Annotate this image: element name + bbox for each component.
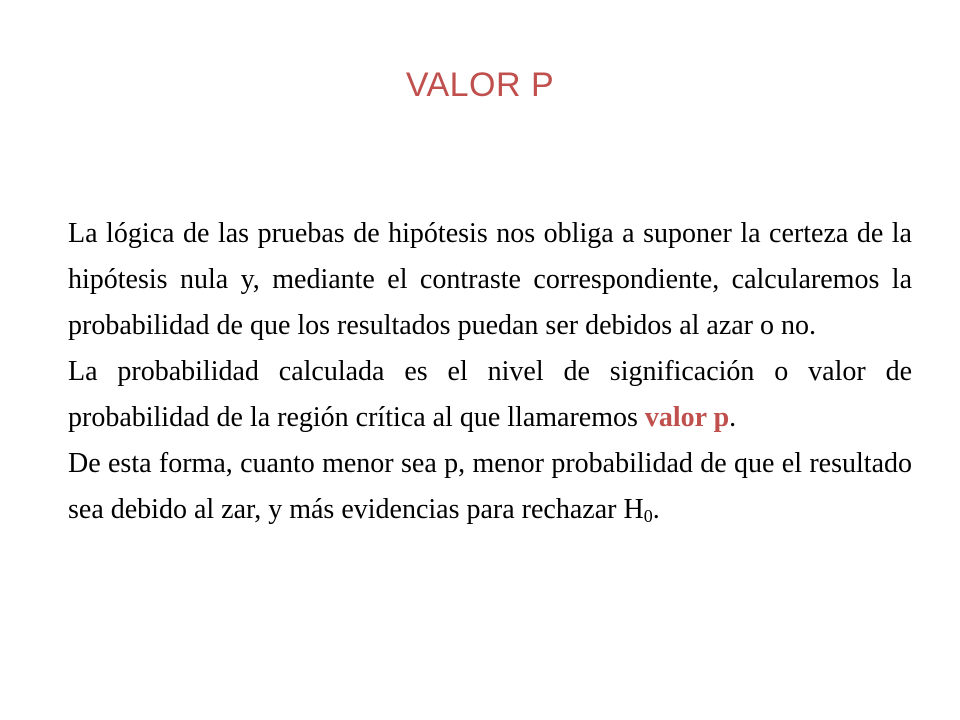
paragraph-text-end: . <box>652 494 660 525</box>
highlight-term-valor-p: valor p <box>644 402 730 433</box>
null-hypothesis-subscript: 0 <box>643 506 653 526</box>
null-hypothesis-symbol: H <box>623 494 644 525</box>
paragraph-text: La probabilidad calculada es el nivel de significación o valor de probabilidad de la región crítica al que llamaremos <box>68 356 912 433</box>
paragraph-probability-definition <box>68 349 912 441</box>
slide-title: VALOR P <box>405 66 555 104</box>
paragraph-text: De esta forma, cuanto menor sea p, menor probabilidad de que el resultado sea debido al zar, y más evidencias para rechazar <box>68 448 912 525</box>
paragraph-conclusion <box>68 441 912 533</box>
paragraph-text-end: . <box>729 402 737 433</box>
slide-body <box>68 211 912 533</box>
paragraph-hypothesis-logic: La lógica de las pruebas de hipótesis nos obliga a suponer la certeza de la hipótesis nula y, mediante el contraste correspondiente, calcularemos la probabilidad de que los resultados puedan ser debidos al azar o no. <box>68 218 912 341</box>
